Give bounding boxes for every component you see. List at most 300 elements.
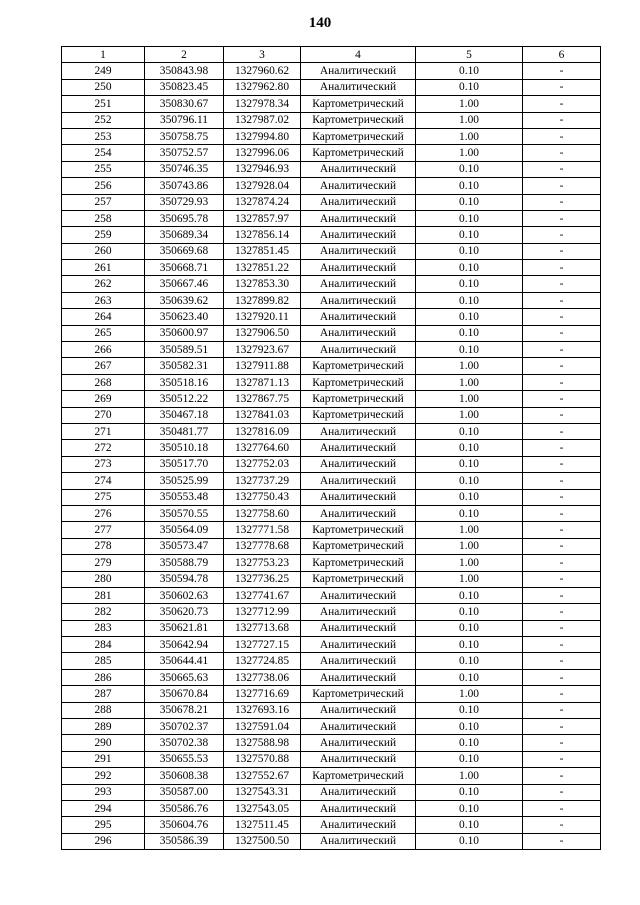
description-cell: - xyxy=(523,571,601,587)
description-cell: - xyxy=(523,538,601,554)
x-coordinate-cell: 350702.37 xyxy=(145,719,224,735)
accuracy-cell: 1.00 xyxy=(416,374,523,390)
description-cell: - xyxy=(523,227,601,243)
accuracy-cell: 0.10 xyxy=(416,243,523,259)
table-row xyxy=(62,555,601,571)
table-row xyxy=(62,440,601,456)
y-coordinate-cell: 1327987.02 xyxy=(224,112,301,128)
coordinates-table xyxy=(61,46,601,850)
accuracy-cell: 0.10 xyxy=(416,505,523,521)
method-cell: Картометрический xyxy=(301,358,416,374)
table-row xyxy=(62,194,601,210)
table-row xyxy=(62,686,601,702)
x-coordinate-cell: 350481.77 xyxy=(145,423,224,439)
point-number-cell: 275 xyxy=(62,489,145,505)
accuracy-cell: 0.10 xyxy=(416,473,523,489)
accuracy-cell: 0.10 xyxy=(416,604,523,620)
y-coordinate-cell: 1327724.85 xyxy=(224,653,301,669)
y-coordinate-cell: 1327871.13 xyxy=(224,374,301,390)
method-cell: Аналитический xyxy=(301,735,416,751)
y-coordinate-cell: 1327500.50 xyxy=(224,833,301,849)
point-number-cell: 276 xyxy=(62,505,145,521)
x-coordinate-cell: 350678.21 xyxy=(145,702,224,718)
point-number-cell: 264 xyxy=(62,309,145,325)
x-coordinate-cell: 350668.71 xyxy=(145,260,224,276)
description-cell: - xyxy=(523,768,601,784)
table-row xyxy=(62,227,601,243)
x-coordinate-cell: 350621.81 xyxy=(145,620,224,636)
x-coordinate-cell: 350702.38 xyxy=(145,735,224,751)
table-row xyxy=(62,63,601,79)
accuracy-cell: 0.10 xyxy=(416,833,523,849)
y-coordinate-cell: 1327753.23 xyxy=(224,555,301,571)
table-row xyxy=(62,833,601,849)
column-header-2: 2 xyxy=(145,47,224,63)
point-number-cell: 272 xyxy=(62,440,145,456)
accuracy-cell: 0.10 xyxy=(416,210,523,226)
method-cell: Аналитический xyxy=(301,473,416,489)
table-row xyxy=(62,260,601,276)
y-coordinate-cell: 1327899.82 xyxy=(224,292,301,308)
x-coordinate-cell: 350796.11 xyxy=(145,112,224,128)
method-cell: Аналитический xyxy=(301,276,416,292)
x-coordinate-cell: 350670.84 xyxy=(145,686,224,702)
y-coordinate-cell: 1327920.11 xyxy=(224,309,301,325)
point-number-cell: 274 xyxy=(62,473,145,489)
accuracy-cell: 0.10 xyxy=(416,227,523,243)
method-cell: Картометрический xyxy=(301,686,416,702)
y-coordinate-cell: 1327851.22 xyxy=(224,260,301,276)
table-row xyxy=(62,128,601,144)
accuracy-cell: 1.00 xyxy=(416,96,523,112)
method-cell: Картометрический xyxy=(301,112,416,128)
x-coordinate-cell: 350467.18 xyxy=(145,407,224,423)
table-row xyxy=(62,538,601,554)
table-row xyxy=(62,522,601,538)
y-coordinate-cell: 1327752.03 xyxy=(224,456,301,472)
accuracy-cell: 0.10 xyxy=(416,637,523,653)
table-row xyxy=(62,735,601,751)
table-row xyxy=(62,145,601,161)
y-coordinate-cell: 1327851.45 xyxy=(224,243,301,259)
y-coordinate-cell: 1327736.25 xyxy=(224,571,301,587)
method-cell: Аналитический xyxy=(301,817,416,833)
x-coordinate-cell: 350604.76 xyxy=(145,817,224,833)
x-coordinate-cell: 350843.98 xyxy=(145,63,224,79)
y-coordinate-cell: 1327946.93 xyxy=(224,161,301,177)
method-cell: Картометрический xyxy=(301,391,416,407)
point-number-cell: 287 xyxy=(62,686,145,702)
point-number-cell: 281 xyxy=(62,587,145,603)
description-cell: - xyxy=(523,210,601,226)
x-coordinate-cell: 350517.70 xyxy=(145,456,224,472)
table-row xyxy=(62,292,601,308)
x-coordinate-cell: 350582.31 xyxy=(145,358,224,374)
description-cell: - xyxy=(523,161,601,177)
x-coordinate-cell: 350620.73 xyxy=(145,604,224,620)
table-row xyxy=(62,587,601,603)
x-coordinate-cell: 350689.34 xyxy=(145,227,224,243)
method-cell: Аналитический xyxy=(301,719,416,735)
point-number-cell: 253 xyxy=(62,128,145,144)
description-cell: - xyxy=(523,620,601,636)
accuracy-cell: 0.10 xyxy=(416,719,523,735)
column-header-4: 4 xyxy=(301,47,416,63)
table-row xyxy=(62,243,601,259)
point-number-cell: 283 xyxy=(62,620,145,636)
point-number-cell: 268 xyxy=(62,374,145,390)
table-row xyxy=(62,407,601,423)
description-cell: - xyxy=(523,784,601,800)
table-row xyxy=(62,210,601,226)
method-cell: Аналитический xyxy=(301,604,416,620)
accuracy-cell: 1.00 xyxy=(416,128,523,144)
y-coordinate-cell: 1327816.09 xyxy=(224,423,301,439)
accuracy-cell: 1.00 xyxy=(416,555,523,571)
method-cell: Картометрический xyxy=(301,555,416,571)
description-cell: - xyxy=(523,817,601,833)
x-coordinate-cell: 350510.18 xyxy=(145,440,224,456)
point-number-cell: 295 xyxy=(62,817,145,833)
description-cell: - xyxy=(523,63,601,79)
table-row xyxy=(62,276,601,292)
point-number-cell: 269 xyxy=(62,391,145,407)
accuracy-cell: 0.10 xyxy=(416,194,523,210)
y-coordinate-cell: 1327712.99 xyxy=(224,604,301,620)
table-row xyxy=(62,391,601,407)
point-number-cell: 256 xyxy=(62,178,145,194)
y-coordinate-cell: 1327588.98 xyxy=(224,735,301,751)
y-coordinate-cell: 1327923.67 xyxy=(224,342,301,358)
point-number-cell: 254 xyxy=(62,145,145,161)
x-coordinate-cell: 350644.41 xyxy=(145,653,224,669)
method-cell: Аналитический xyxy=(301,210,416,226)
method-cell: Аналитический xyxy=(301,342,416,358)
description-cell: - xyxy=(523,325,601,341)
x-coordinate-cell: 350573.47 xyxy=(145,538,224,554)
y-coordinate-cell: 1327750.43 xyxy=(224,489,301,505)
accuracy-cell: 0.10 xyxy=(416,79,523,95)
y-coordinate-cell: 1327978.34 xyxy=(224,96,301,112)
accuracy-cell: 0.10 xyxy=(416,456,523,472)
description-cell: - xyxy=(523,489,601,505)
method-cell: Аналитический xyxy=(301,800,416,816)
description-cell: - xyxy=(523,505,601,521)
accuracy-cell: 0.10 xyxy=(416,735,523,751)
accuracy-cell: 1.00 xyxy=(416,686,523,702)
column-header-3: 3 xyxy=(224,47,301,63)
point-number-cell: 293 xyxy=(62,784,145,800)
description-cell: - xyxy=(523,833,601,849)
description-cell: - xyxy=(523,719,601,735)
description-cell: - xyxy=(523,686,601,702)
point-number-cell: 259 xyxy=(62,227,145,243)
accuracy-cell: 0.10 xyxy=(416,423,523,439)
accuracy-cell: 0.10 xyxy=(416,63,523,79)
accuracy-cell: 0.10 xyxy=(416,342,523,358)
y-coordinate-cell: 1327570.88 xyxy=(224,751,301,767)
table-row xyxy=(62,719,601,735)
method-cell: Картометрический xyxy=(301,522,416,538)
y-coordinate-cell: 1327543.05 xyxy=(224,800,301,816)
table-row xyxy=(62,423,601,439)
description-cell: - xyxy=(523,391,601,407)
method-cell: Аналитический xyxy=(301,653,416,669)
accuracy-cell: 0.10 xyxy=(416,292,523,308)
description-cell: - xyxy=(523,555,601,571)
description-cell: - xyxy=(523,604,601,620)
method-cell: Аналитический xyxy=(301,620,416,636)
accuracy-cell: 0.10 xyxy=(416,669,523,685)
method-cell: Аналитический xyxy=(301,669,416,685)
accuracy-cell: 0.10 xyxy=(416,751,523,767)
y-coordinate-cell: 1327906.50 xyxy=(224,325,301,341)
page-number: 140 xyxy=(308,15,332,31)
method-cell: Аналитический xyxy=(301,423,416,439)
y-coordinate-cell: 1327738.06 xyxy=(224,669,301,685)
description-cell: - xyxy=(523,735,601,751)
x-coordinate-cell: 350589.51 xyxy=(145,342,224,358)
header-row xyxy=(62,47,601,63)
description-cell: - xyxy=(523,194,601,210)
y-coordinate-cell: 1327853.30 xyxy=(224,276,301,292)
x-coordinate-cell: 350587.00 xyxy=(145,784,224,800)
method-cell: Аналитический xyxy=(301,178,416,194)
accuracy-cell: 1.00 xyxy=(416,358,523,374)
y-coordinate-cell: 1327778.68 xyxy=(224,538,301,554)
table-row xyxy=(62,374,601,390)
x-coordinate-cell: 350665.63 xyxy=(145,669,224,685)
accuracy-cell: 0.10 xyxy=(416,309,523,325)
accuracy-cell: 1.00 xyxy=(416,145,523,161)
method-cell: Аналитический xyxy=(301,63,416,79)
accuracy-cell: 0.10 xyxy=(416,440,523,456)
x-coordinate-cell: 350564.09 xyxy=(145,522,224,538)
description-cell: - xyxy=(523,473,601,489)
accuracy-cell: 0.10 xyxy=(416,178,523,194)
point-number-cell: 280 xyxy=(62,571,145,587)
description-cell: - xyxy=(523,342,601,358)
y-coordinate-cell: 1327911.88 xyxy=(224,358,301,374)
table-row xyxy=(62,751,601,767)
accuracy-cell: 0.10 xyxy=(416,702,523,718)
table-row xyxy=(62,620,601,636)
y-coordinate-cell: 1327693.16 xyxy=(224,702,301,718)
method-cell: Аналитический xyxy=(301,292,416,308)
table-body xyxy=(62,63,601,850)
accuracy-cell: 0.10 xyxy=(416,817,523,833)
table-row xyxy=(62,817,601,833)
point-number-cell: 270 xyxy=(62,407,145,423)
method-cell: Аналитический xyxy=(301,505,416,521)
y-coordinate-cell: 1327996.06 xyxy=(224,145,301,161)
table-row xyxy=(62,637,601,653)
x-coordinate-cell: 350752.57 xyxy=(145,145,224,161)
point-number-cell: 288 xyxy=(62,702,145,718)
table-row xyxy=(62,358,601,374)
method-cell: Картометрический xyxy=(301,128,416,144)
point-number-cell: 265 xyxy=(62,325,145,341)
method-cell: Аналитический xyxy=(301,440,416,456)
description-cell: - xyxy=(523,456,601,472)
x-coordinate-cell: 350525.99 xyxy=(145,473,224,489)
description-cell: - xyxy=(523,276,601,292)
point-number-cell: 252 xyxy=(62,112,145,128)
x-coordinate-cell: 350608.38 xyxy=(145,768,224,784)
x-coordinate-cell: 350695.78 xyxy=(145,210,224,226)
point-number-cell: 277 xyxy=(62,522,145,538)
y-coordinate-cell: 1327713.68 xyxy=(224,620,301,636)
x-coordinate-cell: 350639.62 xyxy=(145,292,224,308)
method-cell: Аналитический xyxy=(301,489,416,505)
accuracy-cell: 1.00 xyxy=(416,768,523,784)
accuracy-cell: 0.10 xyxy=(416,276,523,292)
description-cell: - xyxy=(523,292,601,308)
method-cell: Аналитический xyxy=(301,243,416,259)
accuracy-cell: 0.10 xyxy=(416,587,523,603)
method-cell: Аналитический xyxy=(301,702,416,718)
description-cell: - xyxy=(523,112,601,128)
description-cell: - xyxy=(523,751,601,767)
y-coordinate-cell: 1327994.80 xyxy=(224,128,301,144)
x-coordinate-cell: 350667.46 xyxy=(145,276,224,292)
table-row xyxy=(62,784,601,800)
x-coordinate-cell: 350669.68 xyxy=(145,243,224,259)
point-number-cell: 273 xyxy=(62,456,145,472)
accuracy-cell: 1.00 xyxy=(416,538,523,554)
y-coordinate-cell: 1327591.04 xyxy=(224,719,301,735)
table-row xyxy=(62,79,601,95)
point-number-cell: 271 xyxy=(62,423,145,439)
accuracy-cell: 0.10 xyxy=(416,260,523,276)
method-cell: Аналитический xyxy=(301,194,416,210)
table-row xyxy=(62,325,601,341)
method-cell: Картометрический xyxy=(301,374,416,390)
table-row xyxy=(62,96,601,112)
x-coordinate-cell: 350512.22 xyxy=(145,391,224,407)
description-cell: - xyxy=(523,800,601,816)
method-cell: Аналитический xyxy=(301,227,416,243)
y-coordinate-cell: 1327962.80 xyxy=(224,79,301,95)
description-cell: - xyxy=(523,653,601,669)
point-number-cell: 284 xyxy=(62,637,145,653)
point-number-cell: 258 xyxy=(62,210,145,226)
y-coordinate-cell: 1327857.97 xyxy=(224,210,301,226)
point-number-cell: 255 xyxy=(62,161,145,177)
y-coordinate-cell: 1327874.24 xyxy=(224,194,301,210)
accuracy-cell: 1.00 xyxy=(416,571,523,587)
y-coordinate-cell: 1327960.62 xyxy=(224,63,301,79)
x-coordinate-cell: 350553.48 xyxy=(145,489,224,505)
table-row xyxy=(62,456,601,472)
table-row xyxy=(62,342,601,358)
x-coordinate-cell: 350570.55 xyxy=(145,505,224,521)
y-coordinate-cell: 1327543.31 xyxy=(224,784,301,800)
description-cell: - xyxy=(523,243,601,259)
point-number-cell: 279 xyxy=(62,555,145,571)
point-number-cell: 286 xyxy=(62,669,145,685)
column-header-6: 6 xyxy=(523,47,601,63)
x-coordinate-cell: 350758.75 xyxy=(145,128,224,144)
x-coordinate-cell: 350830.67 xyxy=(145,96,224,112)
table-row xyxy=(62,669,601,685)
x-coordinate-cell: 350518.16 xyxy=(145,374,224,390)
y-coordinate-cell: 1327716.69 xyxy=(224,686,301,702)
y-coordinate-cell: 1327552.67 xyxy=(224,768,301,784)
accuracy-cell: 1.00 xyxy=(416,391,523,407)
table-row xyxy=(62,309,601,325)
description-cell: - xyxy=(523,440,601,456)
point-number-cell: 262 xyxy=(62,276,145,292)
method-cell: Аналитический xyxy=(301,833,416,849)
description-cell: - xyxy=(523,145,601,161)
description-cell: - xyxy=(523,128,601,144)
point-number-cell: 249 xyxy=(62,63,145,79)
description-cell: - xyxy=(523,374,601,390)
point-number-cell: 291 xyxy=(62,751,145,767)
description-cell: - xyxy=(523,522,601,538)
method-cell: Аналитический xyxy=(301,637,416,653)
point-number-cell: 250 xyxy=(62,79,145,95)
accuracy-cell: 0.10 xyxy=(416,620,523,636)
point-number-cell: 282 xyxy=(62,604,145,620)
point-number-cell: 278 xyxy=(62,538,145,554)
y-coordinate-cell: 1327737.29 xyxy=(224,473,301,489)
table-row xyxy=(62,768,601,784)
point-number-cell: 251 xyxy=(62,96,145,112)
y-coordinate-cell: 1327741.67 xyxy=(224,587,301,603)
table-row xyxy=(62,505,601,521)
x-coordinate-cell: 350743.86 xyxy=(145,178,224,194)
column-header-1: 1 xyxy=(62,47,145,63)
accuracy-cell: 1.00 xyxy=(416,407,523,423)
method-cell: Картометрический xyxy=(301,145,416,161)
method-cell: Картометрический xyxy=(301,96,416,112)
description-cell: - xyxy=(523,423,601,439)
point-number-cell: 266 xyxy=(62,342,145,358)
accuracy-cell: 0.10 xyxy=(416,489,523,505)
x-coordinate-cell: 350729.93 xyxy=(145,194,224,210)
x-coordinate-cell: 350594.78 xyxy=(145,571,224,587)
point-number-cell: 257 xyxy=(62,194,145,210)
table-header xyxy=(62,47,601,63)
table-row xyxy=(62,473,601,489)
accuracy-cell: 0.10 xyxy=(416,800,523,816)
point-number-cell: 267 xyxy=(62,358,145,374)
description-cell: - xyxy=(523,309,601,325)
x-coordinate-cell: 350623.40 xyxy=(145,309,224,325)
x-coordinate-cell: 350823.45 xyxy=(145,79,224,95)
table-row xyxy=(62,112,601,128)
table-row xyxy=(62,702,601,718)
method-cell: Аналитический xyxy=(301,325,416,341)
description-cell: - xyxy=(523,79,601,95)
y-coordinate-cell: 1327727.15 xyxy=(224,637,301,653)
description-cell: - xyxy=(523,178,601,194)
y-coordinate-cell: 1327511.45 xyxy=(224,817,301,833)
description-cell: - xyxy=(523,96,601,112)
method-cell: Аналитический xyxy=(301,260,416,276)
method-cell: Картометрический xyxy=(301,768,416,784)
method-cell: Аналитический xyxy=(301,79,416,95)
y-coordinate-cell: 1327928.04 xyxy=(224,178,301,194)
method-cell: Аналитический xyxy=(301,587,416,603)
method-cell: Картометрический xyxy=(301,407,416,423)
description-cell: - xyxy=(523,358,601,374)
y-coordinate-cell: 1327771.58 xyxy=(224,522,301,538)
y-coordinate-cell: 1327764.60 xyxy=(224,440,301,456)
table-row xyxy=(62,571,601,587)
